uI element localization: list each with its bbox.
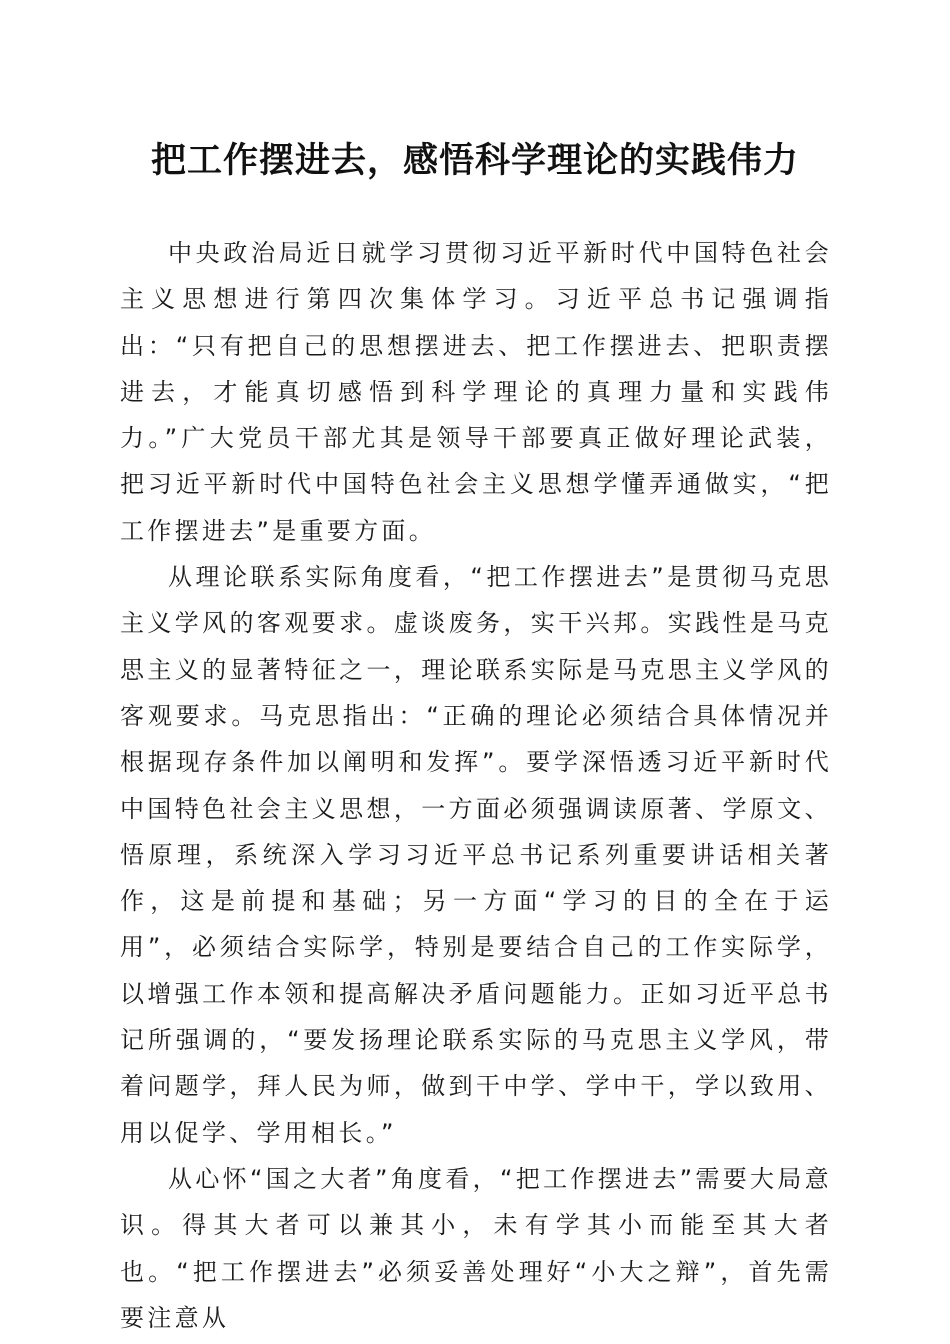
document-body [120, 230, 832, 1341]
paragraph-1: 中央政治局近日就学习贯彻习近平新时代中国特色社会主义思想进行第四次集体学习。习近平总书记强调指出：“只有把自己的思想摆进去、把工作摆进去、把职责摆进去，才能真切感悟到科学理论的真理力量和实践伟力。”广大党员干部尤其是领导干部要真正做好理论武装，把习近平新时代中国特色社会主义思想学懂弄通做实，“把工作摆进去”是重要方面。 [120, 239, 832, 545]
paragraph-3: 从心怀“国之大者”角度看，“把工作摆进去”需要大局意识。得其大者可以兼其小，未有学其小而能至其大者也。“把工作摆进去”必须妥善处理好“小大之辩”，首先需要注意从 [120, 1164, 832, 1332]
document-title: 把工作摆进去，感悟科学理论的实践伟力 [150, 140, 799, 181]
paragraph-2: 从理论联系实际角度看，“把工作摆进去”是贯彻马克思主义学风的客观要求。虚谈废务，实干兴邦。实践性是马克思主义的显著特征之一，理论联系实际是马克思主义学风的客观要求。马克思指出：“正确的理论必须结合具体情况并根据现存条件加以阐明和发挥”。要学深悟透习近平新时代中国特色社会主义思想，一方面必须强调读原著、学原文、悟原理，系统深入学习习近平总书记系列重要讲话相关著作，这是前提和基础；另一方面“学习的目的全在于运用”，必须结合实际学，特别是要结合自己的工作实际学，以增强工作本领和提高解决矛盾问题能力。正如习近平总书记所强调的，“要发扬理论联系实际的马克思主义学风，带着问题学，拜人民为师，做到干中学、学中干，学以致用、用以促学、学用相长。” [120, 563, 832, 1147]
